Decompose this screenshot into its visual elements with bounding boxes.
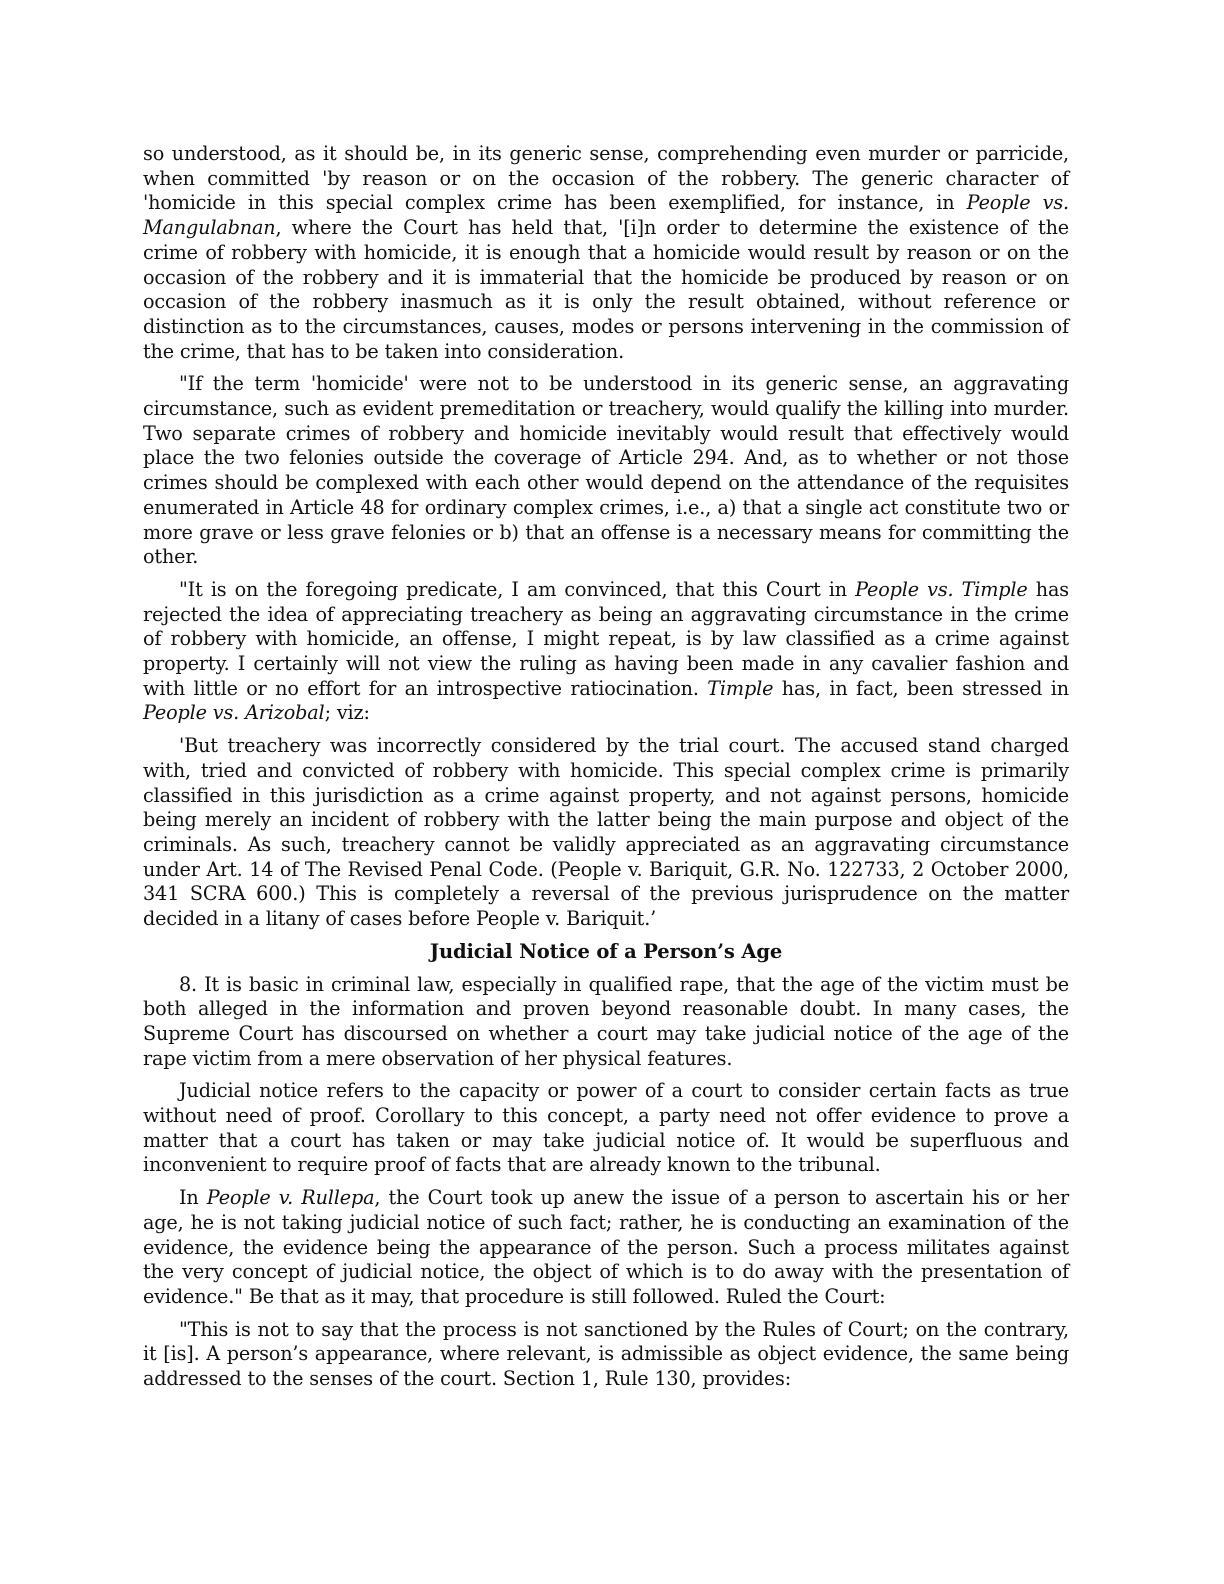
text-run: ; viz:	[324, 701, 370, 725]
paragraph-aggravating-circumstance	[143, 372, 1069, 570]
text-run: , where the Court has held that, '[i]n order to determine the existence of the crime of robbery with homicide, it is enough that a homicide would result by reason or on the occasion of the robbery and it is immaterial that the homicide be produced by reason or on occasion of the robbery inasmuch as it is only the result obtained, without reference or distinction as to the circumstances, causes, modes or persons intervening in the commission of the crime, that has to be taken into consideration.	[143, 216, 1069, 363]
text-run: has, in fact, been stressed in	[773, 676, 1069, 700]
paragraph-age-of-victim	[143, 973, 1069, 1072]
paragraph-generic-homicide	[143, 142, 1069, 364]
section-heading: Judicial Notice of a Person’s Age	[429, 939, 783, 963]
case-name: People vs. Mangulabnan	[143, 191, 1069, 240]
text-run: "This is not to say that the process is not sanctioned by the Rules of Court; on the contrary, it [is]. A person’s appearance, where relevant, is admissible as object evidence, the same being addressed to the senses of the court. Section 1, Rule 130, provides:	[143, 1317, 1069, 1391]
text-run: "It is on the foregoing predicate, I am convinced, that this Court in	[179, 577, 856, 601]
text-run: has rejected the idea of appreciating treachery as being an aggravating circumstance in the crime of robbery with homicide, an offense, I might repeat, is by law classified as a crime against property. I certainly will not view the ruling as having been made in any cavalier fashion and with little or no effort for an introspective ratiocination.	[143, 577, 1069, 700]
paragraph-rules-of-court	[143, 1318, 1069, 1392]
text-run: "If the term 'homicide' were not to be understood in its generic sense, an aggravating circumstance, such as evident premeditation or treachery, would qualify the killing into murder. Two separate crimes of robbery and homicide inevitably would result that effectively would place the two felonies outside the coverage of Article 294. And, as to whether or not those crimes should be complexed with each other would depend on the attendance of the requisites enumerated in Article 48 for ordinary complex crimes, i.e., a) that a single act constitute two or more grave or less grave felonies or b) that an offense is a necessary means for committing the other.	[143, 372, 1069, 569]
case-name: People v. Rullepa	[206, 1186, 375, 1210]
paragraph-rullepa	[143, 1186, 1069, 1310]
text-run: 8. It is basic in criminal law, especially in qualified rape, that the age of the victim must be both alleged in the information and proven beyond reasonable doubt. In many cases, the Supreme Court has discoursed on whether a court may take judicial notice of the age of the rape victim from a mere observation of her physical features.	[143, 972, 1069, 1070]
case-name: Timple	[707, 676, 774, 700]
document-page	[143, 142, 1069, 1400]
text-run: so understood, as it should be, in its generic sense, comprehending even murder or parricide, when committed 'by reason or on the occasion of the robbery. The generic character of 'homicide in this special complex crime has been exemplified, for instance, in	[143, 142, 1069, 215]
text-run: 'But treachery was incorrectly considered by the trial court. The accused stand charged with, tried and convicted of robbery with homicide. This special complex crime is primarily classified in this jurisdiction as a crime against property, and not against persons, homicide being merely an incident of robbery with the latter being the main purpose and object of the criminals. As such, treachery cannot be validly appreciated as an aggravating circumstance under Art. 14 of The Revised Penal Code. (People v. Bariquit, G.R. No. 122733, 2 October 2000, 341 SCRA 600.) This is completely a reversal of the previous jurisprudence on the matter decided in a litany of cases before People v. Bariquit.’	[143, 734, 1069, 931]
text-run: In	[179, 1186, 207, 1210]
paragraph-treachery-quote	[143, 734, 1069, 932]
paragraph-judicial-notice	[143, 1079, 1069, 1178]
text-run: Judicial notice refers to the capacity or power of a court to consider certain facts as true without need of proof. Corollary to this concept, a party need not offer evidence to prove a matter that a court has taken or may take judicial notice of. It would be superfluous and inconvenient to require proof of facts that are already known to the tribunal.	[143, 1079, 1069, 1177]
case-name: People vs. Timple	[855, 577, 1028, 601]
paragraph-timple	[143, 578, 1069, 726]
text-run: , the Court took up anew the issue of a person to ascertain his or her age, he is not taking judicial notice of such fact; rather, he is conducting an examination of the evidence, the evidence being the appearance of the person. Such a process militates against the very concept of judicial notice, the object of which is to do away with the presentation of evidence." Be that as it may, that procedure is still followed. Ruled the Court:	[143, 1186, 1070, 1308]
case-name: People vs. Arizobal	[143, 701, 325, 725]
